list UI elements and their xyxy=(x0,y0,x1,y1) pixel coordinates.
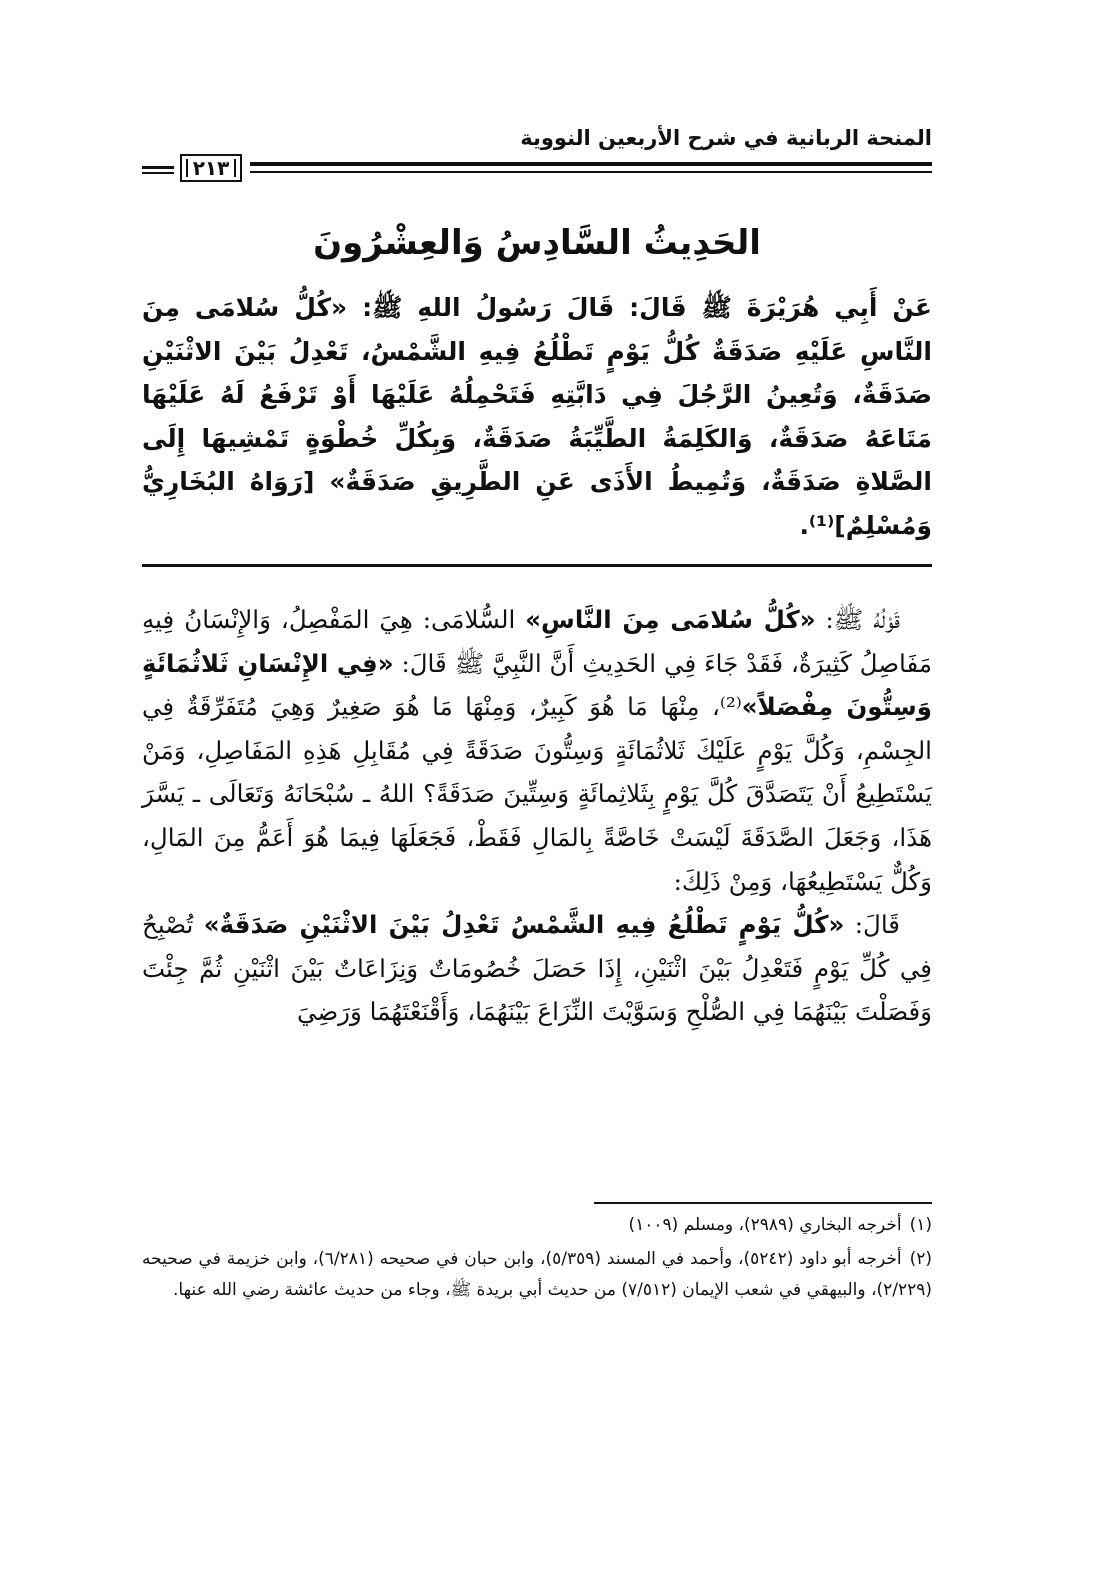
commentary xyxy=(142,598,932,1034)
commentary-text: ⁽²⁾، مِنْهَا مَا هُوَ كَبِيرٌ، وَمِنْهَا مَا هُوَ صَغِيرٌ وَهِيَ مُتَفَرِّقَةٌ فِي الجِسْمِ، وَكُلَّ يَوْمٍ عَلَيْكَ ثَلاثُمَائَةٍ وَسِتُّونَ صَدَقَةً فِي مُقَابِلِ هَذِهِ المَفَاصِلِ، وَمَنْ يَسْتَطِيعُ أَنْ يَتَصَدَّقَ كُلَّ يَوْمٍ بِثَلاثِمائَةٍ وَسِتِّينَ صَدَقَةً؟ اللهُ ـ سُبْحَانَهُ وَتَعَالَى ـ يَسَّرَ هَذَا، وَجَعَلَ الصَّدَقَةَ لَيْسَتْ خَاصَّةً بِالمَالِ فَقَطْ، فَجَعَلَهَا فِيمَا هُوَ أَعَمُّ مِنَ المَالِ، وَكُلٌّ يَسْتَطِيعُهَا، وَمِنْ ذَلِكَ: xyxy=(142,692,932,896)
footnote-text: أخرجه أبو داود (٥٢٤٢)، وأحمد في المسند (٥/٣٥٩)، وابن حبان في صحيحه (٦/٢٨١)، وابن خزيمة في صحيحه (٢/٢٢٩)، والبيهقي في شعب الإيمان (٧/٥١٢) من حديث أبي بريدة ﷺ، وجاء من حديث عائشة رضي الله عنها. xyxy=(142,1249,932,1300)
commentary-quote: «كُلُّ سُلامَى مِنَ النَّاسِ» xyxy=(525,605,816,634)
footnote-1 xyxy=(142,1210,932,1241)
commentary-paragraph xyxy=(142,598,932,903)
commentary-text: قَوْلُهُ ﷺ: xyxy=(815,605,900,634)
commentary-text: قَالَ: xyxy=(844,910,900,940)
commentary-text: تُصْبِحُ فِي كُلِّ يَوْمٍ فَتَعْدِلُ بَيْنَ اثْنَيْنِ، إِذَا حَصَلَ خُصُومَاتٌ وَنِزَاعَاتٌ بَيْنَ اثْنَيْنِ ثُمَّ جِئْتَ وَفَصَلْتَ بَيْنَهُمَا فِي الصُّلْحِ وَسَوَّيْتَ النِّزَاعَ بَيْنَهُمَا، وَأَقْنَعْتَهُمَا وَرَضِيَ xyxy=(142,910,932,1027)
page-number: ٢١٣ xyxy=(180,154,242,182)
hadith-text: عَنْ أَبِي هُرَيْرَةَ ﷺ قَالَ: قَالَ رَسُولُ اللهِ ﷺ: «كُلُّ سُلامَى مِنَ النَّاسِ عَلَيْهِ صَدَقَةٌ كُلُّ يَوْمٍ تَطْلُعُ فِيهِ الشَّمْسُ، تَعْدِلُ بَيْنَ الاثْنَيْنِ صَدَقَةٌ، وَتُعِينُ الرَّجُلَ فِي دَابَّتِهِ فَتَحْمِلُهُ عَلَيْهَا أَوْ تَرْفَعُ لَهُ عَلَيْهَا مَتَاعَهُ صَدَقَةٌ، وَالكَلِمَةُ الطَّيِّبَةُ صَدَقَةٌ، وَبِكُلِّ خُطْوَةٍ تَمْشِيهَا إِلَى الصَّلاةِ صَدَقَةٌ، وَتُمِيطُ الأَذَى عَنِ الطَّرِيقِ صَدَقَةٌ» [رَوَاهُ البُخَارِيُّ وَمُسْلِمٌ]⁽¹⁾. xyxy=(142,293,932,540)
header-rule-left-thin xyxy=(142,172,174,174)
section-divider xyxy=(142,564,932,567)
header-rule-thin xyxy=(250,171,932,173)
page-header xyxy=(142,122,932,192)
header-rule-left xyxy=(142,166,174,169)
footnote-2 xyxy=(142,1244,932,1306)
commentary-quote: «فِي الإِنْسَانِ ثَلاثُمَائَةٍ وَسِتُّونَ مِفْصَلاً» xyxy=(142,648,932,722)
commentary-quote: «كُلُّ يَوْمٍ تَطْلُعُ فِيهِ الشَّمْسُ تَعْدِلُ بَيْنَ الاثْنَيْنِ صَدَقَةٌ» xyxy=(203,910,845,940)
footnote-number: (٢) xyxy=(909,1249,932,1269)
book-title: المنحة الربانية في شرح الأربعين النووية xyxy=(520,126,932,150)
footnote-text: أخرجه البخاري (٢٩٨٩)، ومسلم (١٠٠٩) xyxy=(628,1215,902,1235)
hadith-title: الحَدِيثُ السَّادِسُ وَالعِشْرُونَ xyxy=(313,223,761,263)
footnotes xyxy=(142,1210,932,1309)
commentary-text: السُّلامَى: هِيَ المَفْصِلُ، وَالإِنْسَانُ فِيهِ مَفَاصِلُ كَثِيرَةٌ، فَقَدْ جَاءَ فِي الحَدِيثِ أَنَّ النَّبِيَّ ﷺ قَالَ: xyxy=(142,605,933,678)
commentary-paragraph xyxy=(142,903,932,1034)
footnote-number: (١) xyxy=(909,1215,932,1235)
header-rule xyxy=(250,162,932,166)
footnote-rule xyxy=(594,1202,932,1204)
